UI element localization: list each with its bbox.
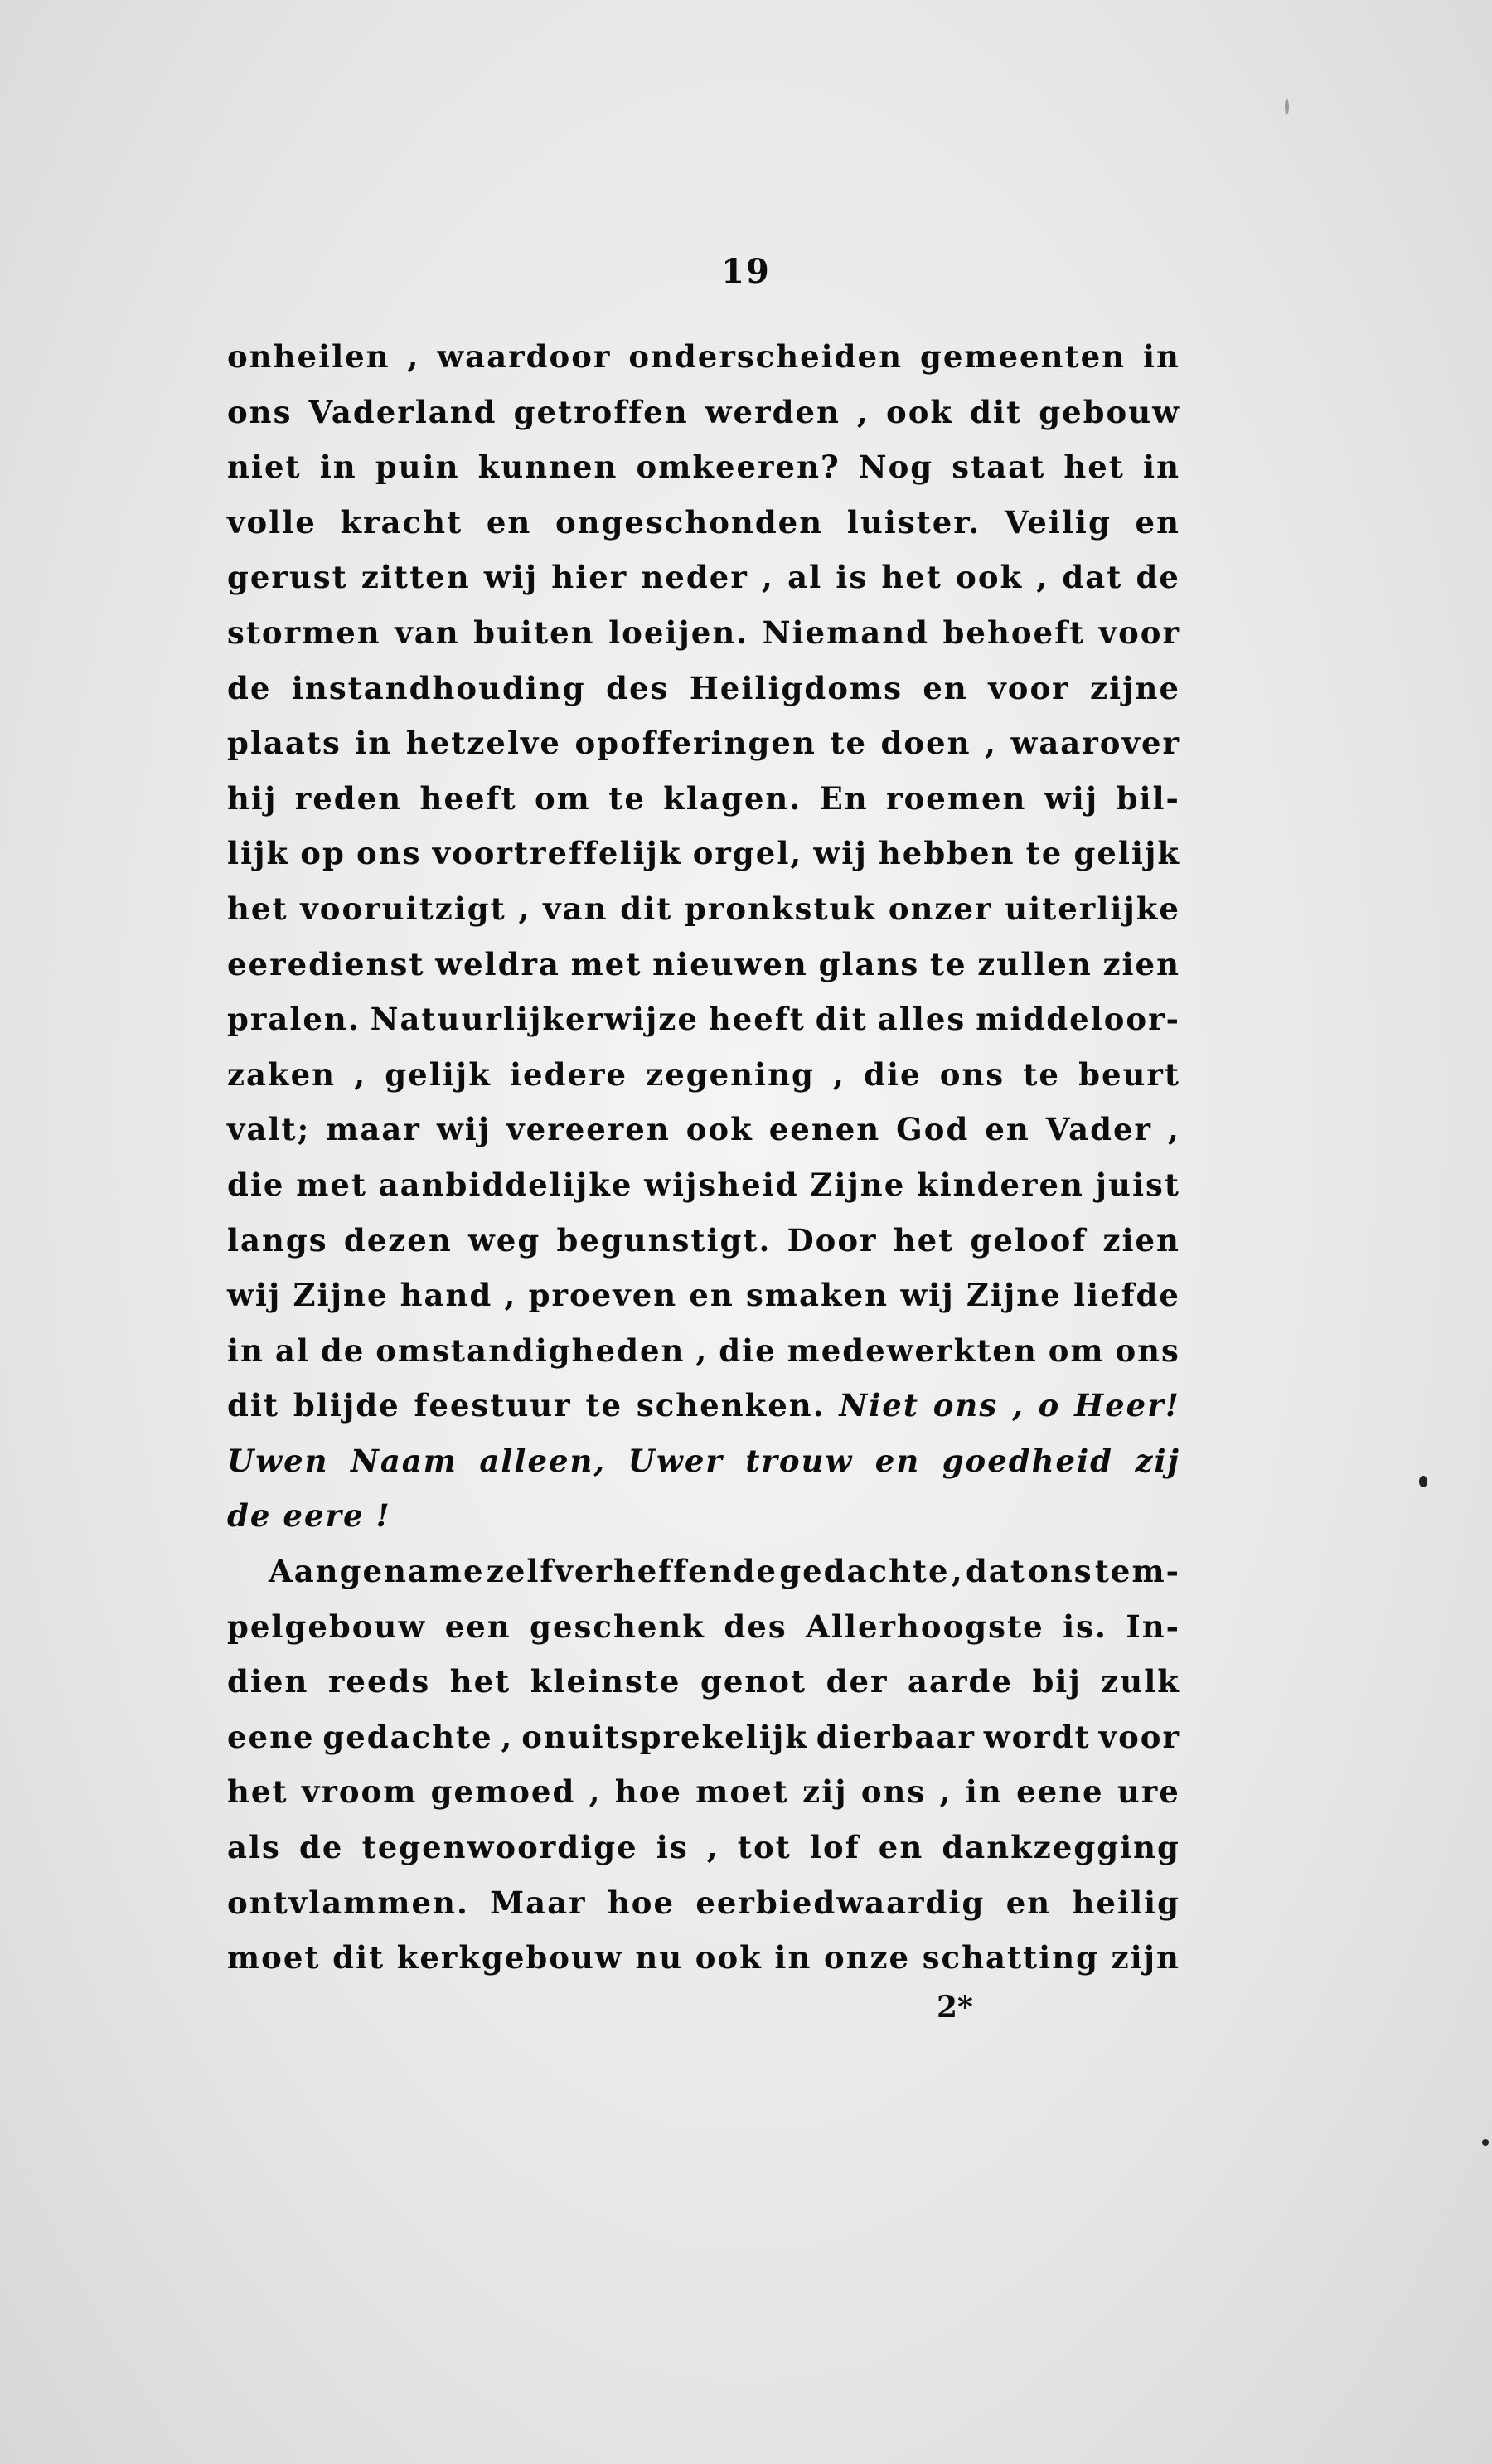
text-line: eene gedachte , onuitsprekelijk dierbaar wordt voor (227, 1718, 1180, 1755)
text-line: wij Zijne hand , proeven en smaken wij Zijne liefde (227, 1277, 1180, 1314)
text-line: in al de omstandigheden , die medewerkten om ons (227, 1331, 1180, 1369)
text-line: stormen van buiten loeijen. Niemand behoeft voor (227, 614, 1180, 651)
paper-speck (1419, 1476, 1427, 1487)
text-line: niet in puin kunnen omkeeren? Nog staat het in (227, 449, 1180, 486)
text-line: de eere ! (227, 1497, 391, 1535)
text-line: volle kracht en ongeschonden luister. Veilig en (227, 503, 1180, 541)
text-line: ons Vaderland getroffen werden , ook dit gebouw (227, 393, 1180, 430)
text-line: dit blijde feestuur te schenken. Niet ons , o Heer! (227, 1387, 1180, 1424)
paper-speck (1482, 2139, 1489, 2146)
text-line: Aangename zelfverheffende gedachte , dat ons tem- (269, 1553, 1180, 1590)
text-line: het vooruitzigt , van dit pronkstuk onzer uiterlijke (227, 890, 1180, 927)
text-line: hij reden heeft om te klagen. En roemen wij bil- (227, 779, 1180, 817)
text-line: dien reeds het kleinste genot der aarde bij zulk (227, 1663, 1180, 1700)
text-line: Uwen Naam alleen, Uwer trouw en goedheid zij (227, 1442, 1180, 1479)
text-line: eeredienst weldra met nieuwen glans te zullen zien (227, 945, 1180, 982)
text-line: gerust zitten wij hier neder , al is het ook , dat de (227, 559, 1180, 596)
text-line: die met aanbiddelijke wijsheid Zijne kinderen juist (227, 1166, 1180, 1203)
text-line: pelgebouw een geschenk des Allerhoogste is. In- (227, 1608, 1180, 1645)
signature-mark: 2* (937, 1990, 973, 2025)
text-line: lijk op ons voortreffelijk orgel, wij hebben te gelijk (227, 835, 1180, 872)
body-text (227, 338, 1180, 1995)
text-line: pralen. Natuurlijkerwijze heeft dit alles middeloor- (227, 1001, 1180, 1038)
text-line: plaats in hetzelve opofferingen te doen , waarover (227, 725, 1180, 762)
text-line: langs dezen weg begunstigt. Door het geloof zien (227, 1221, 1180, 1259)
text-line: moet dit kerkgebouw nu ook in onze schatting zijn (227, 1939, 1180, 1977)
text-line: valt; maar wij vereeren ook eenen God en Vader , (227, 1111, 1180, 1148)
text-line: als de tegenwoordige is , tot lof en dankzegging (227, 1829, 1180, 1866)
page-number: 19 (721, 252, 771, 291)
text-line: het vroom gemoed , hoe moet zij ons , in eene ure (227, 1773, 1180, 1811)
text-line: ontvlammen. Maar hoe eerbiedwaardig en heilig (227, 1884, 1180, 1921)
text-line: de instandhouding des Heiligdoms en voor zijne (227, 669, 1180, 706)
text-line: zaken , gelijk iedere zegening , die ons te beurt (227, 1055, 1180, 1093)
text-line: onheilen , waardoor onderscheiden gemeenten in (227, 338, 1180, 375)
paper-speck (1285, 99, 1289, 114)
